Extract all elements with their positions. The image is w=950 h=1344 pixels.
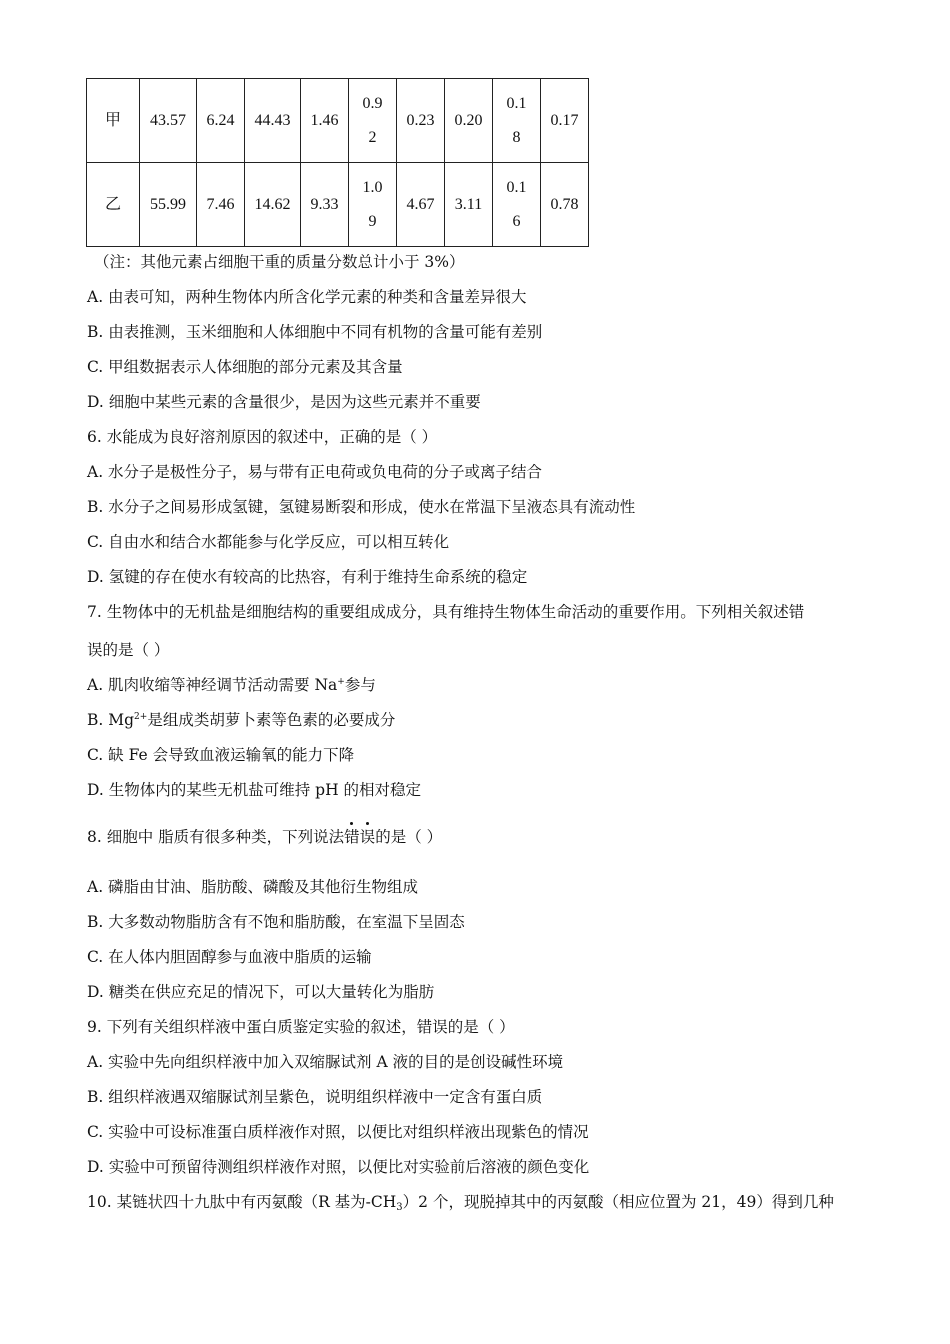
- q7-option-a: [87, 675, 376, 695]
- table-note: （注：其他元素占细胞干重的质量分数总计小于 3%）: [94, 253, 465, 271]
- table-cell: 4.67: [397, 163, 445, 247]
- q7-option-d: D. 生物体内的某些无机盐可维持 pH 的相对稳定: [87, 781, 422, 799]
- q10-stem: [87, 1192, 834, 1212]
- q8-option-d: D. 糖类在供应充足的情况下，可以大量转化为脂肪: [87, 983, 435, 1001]
- q6-option-a: A. 水分子是极性分子，易与带有正电荷或负电荷的分子或离子结合: [87, 463, 543, 481]
- q9-option-c: C. 实验中可设标准蛋白质样液作对照，以便比对组织样液出现紫色的情况: [87, 1123, 589, 1141]
- q6-stem: 6. 水能成为良好溶剂原因的叙述中，正确的是（ ）: [87, 428, 438, 446]
- q7-option-b-text: B. Mg: [87, 711, 135, 729]
- emphasis-char: 误: [359, 828, 376, 846]
- q5-option-b: B. 由表推测，玉米细胞和人体细胞中不同有机物的含量可能有差别: [87, 323, 543, 341]
- q5-option-c: C. 甲组数据表示人体细胞的部分元素及其含量: [87, 358, 403, 376]
- q5-option-a: A. 由表可知，两种生物体内所含化学元素的种类和含量差异很大: [87, 288, 527, 306]
- q6-option-c: C. 自由水和结合水都能参与化学反应，可以相互转化: [87, 533, 450, 551]
- table-cell: 1.46: [301, 79, 349, 163]
- table-cell: 0.17: [541, 79, 589, 163]
- table-cell: 43.57: [140, 79, 197, 163]
- q8-option-b: B. 大多数动物脂肪含有不饱和脂肪酸，在室温下呈固态: [87, 913, 465, 931]
- table-cell: 6.24: [197, 79, 245, 163]
- subscript: 3: [396, 1202, 403, 1213]
- table-cell: 0.9 2: [349, 79, 397, 163]
- row-label: 乙: [87, 163, 140, 247]
- superscript: +: [337, 677, 345, 687]
- superscript: 2+: [134, 712, 148, 722]
- q7-option-c: C. 缺 Fe 会导致血液运输氧的能力下降: [87, 746, 355, 764]
- q6-option-b: B. 水分子之间易形成氢键，氢键易断裂和形成，使水在常温下呈液态具有流动性: [87, 498, 636, 516]
- table-cell: 55.99: [140, 163, 197, 247]
- q6-option-d: D. 氢键的存在使水有较高的比热容，有利于维持生命系统的稳定: [87, 568, 528, 586]
- table-row: [87, 163, 589, 247]
- element-content-table: [86, 78, 589, 247]
- q8-option-a: A. 磷脂由甘油、脂肪酸、磷酸及其他衍生物组成: [87, 878, 419, 896]
- table-cell: 0.1 6: [493, 163, 541, 247]
- table-cell: 14.62: [245, 163, 301, 247]
- q9-option-a: A. 实验中先向组织样液中加入双缩脲试剂 A 液的目的是创设碱性环境: [87, 1053, 564, 1071]
- q10-stem-tail: ）2 个，现脱掉其中的丙氨酸（相应位置为 21，49）得到几种: [402, 1193, 834, 1211]
- table-cell: 0.78: [541, 163, 589, 247]
- table-row: [87, 79, 589, 163]
- table-cell: 44.43: [245, 79, 301, 163]
- q7-option-a-text: A. 肌肉收缩等神经调节活动需要 Na: [87, 676, 338, 694]
- q10-stem-text: 10. 某链状四十九肽中有丙氨酸（R 基为-CH: [87, 1193, 397, 1211]
- q7-option-a-tail: 参与: [344, 676, 376, 694]
- table-cell: 0.23: [397, 79, 445, 163]
- q5-option-d: D. 细胞中某些元素的含量很少，是因为这些元素并不重要: [87, 393, 481, 411]
- table-cell: 7.46: [197, 163, 245, 247]
- q9-option-b: B. 组织样液遇双缩脲试剂呈紫色，说明组织样液中一定含有蛋白质: [87, 1088, 543, 1106]
- table-cell: 0.1 8: [493, 79, 541, 163]
- q8-stem-text: 8. 细胞中 脂质有很多种类，下列说法: [87, 828, 345, 846]
- q7-option-b-tail: 是组成类胡萝卜素等色素的必要成分: [147, 711, 396, 729]
- table-cell: 9.33: [301, 163, 349, 247]
- q9-stem: 9. 下列有关组织样液中蛋白质鉴定实验的叙述，错误的是（ ）: [87, 1018, 515, 1036]
- table-cell: 0.20: [445, 79, 493, 163]
- q9-option-d: D. 实验中可预留待测组织样液作对照，以便比对实验前后溶液的颜色变化: [87, 1158, 590, 1176]
- q8-stem-tail: 的是（ ）: [375, 828, 443, 846]
- row-label: 甲: [87, 79, 140, 163]
- q7-stem-line1: 7. 生物体中的无机盐是细胞结构的重要组成成分，具有维持生物体生命活动的重要作用。下列相关叙述错: [87, 603, 805, 621]
- q7-option-b: [87, 710, 395, 730]
- q7-stem-line2: 误的是（ ）: [87, 641, 170, 659]
- q8-option-c: C. 在人体内胆固醇参与血液中脂质的运输: [87, 948, 372, 966]
- table-cell: 3.11: [445, 163, 493, 247]
- table-cell: 1.0 9: [349, 163, 397, 247]
- emphasis-char: 错: [344, 828, 360, 846]
- q8-stem: [87, 827, 442, 847]
